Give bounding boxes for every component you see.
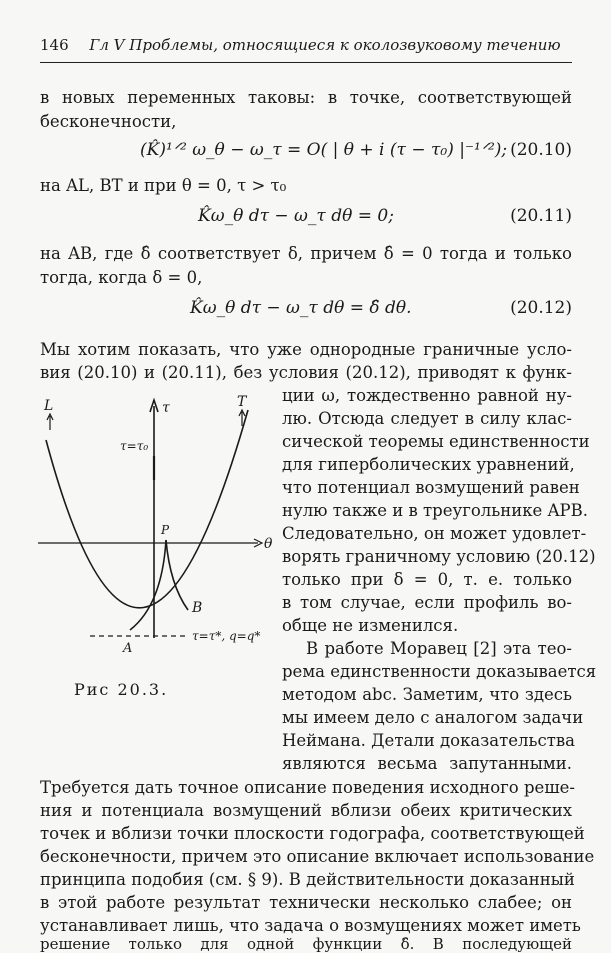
equation-20-12: K̂ω_θ dτ − ω_τ dθ = δ̂ dθ. bbox=[190, 298, 412, 318]
label-theta: θ bbox=[264, 536, 273, 552]
text-line: решение только для одной функции δ̂. В последующей bbox=[40, 935, 572, 953]
characteristic-AP bbox=[130, 540, 166, 630]
text-line: в этой работе результат технически несколько слабее; он bbox=[40, 893, 572, 912]
text-line: в том случае, если профиль во- bbox=[282, 593, 572, 612]
text-line: являются весьма запутанными. bbox=[282, 754, 572, 773]
label-tau-star: τ=τ*, q=q* bbox=[192, 629, 261, 643]
text-line: методом abc. Заметим, что здесь bbox=[282, 685, 572, 704]
figure-20-3 bbox=[30, 390, 282, 675]
text-line: на AL, BT и при θ = 0, τ > τ₀ bbox=[40, 176, 287, 195]
text-line: вия (20.10) и (20.11), без условия (20.12), приводят к функ- bbox=[40, 363, 572, 382]
text-line: Неймана. Детали доказательства bbox=[282, 731, 575, 750]
L-arrow bbox=[47, 414, 53, 430]
label-A: A bbox=[123, 641, 133, 656]
equation-number: (20.11) bbox=[510, 206, 572, 226]
label-P: P bbox=[161, 523, 170, 537]
header-rule bbox=[40, 62, 572, 63]
running-title: Гл V Проблемы, относящиеся к околозвуковому течению bbox=[89, 36, 561, 54]
text-line: принципа подобия (см. § 9). В действительности доказанный bbox=[40, 870, 575, 889]
text-line: Требуется дать точное описание поведения исходного реше- bbox=[40, 778, 575, 797]
figure-caption: Рис 20.3. bbox=[74, 680, 169, 699]
text-line: точек и вблизи точки плоскости годографа, соответствующей bbox=[40, 824, 585, 843]
text-line: рема единственности доказывается bbox=[282, 662, 597, 681]
label-tau: τ bbox=[162, 400, 170, 416]
equation-20-10: (K̂)¹ᐟ² ω_θ − ω_τ = O( | θ + i (τ − τ₀) |⁻¹ᐟ²); bbox=[140, 140, 508, 160]
label-tau0: τ=τ₀ bbox=[120, 439, 149, 453]
text-line: сической теоремы единственности bbox=[282, 432, 590, 451]
text-line: для гиперболических уравнений, bbox=[282, 455, 575, 474]
text-line: ния и потенциала возмущений вблизи обеих критических bbox=[40, 801, 572, 820]
text-line: бесконечности, причем это описание включает использование bbox=[40, 847, 595, 866]
label-T: T bbox=[237, 394, 247, 410]
characteristic-PB bbox=[166, 540, 188, 610]
text-line: ворять граничному условию (20.12) bbox=[282, 547, 596, 566]
label-L: L bbox=[44, 398, 54, 414]
text-line: обще не изменился. bbox=[282, 616, 459, 635]
text-line: ции ω, тождественно равной ну- bbox=[282, 386, 572, 405]
text-line: нулю также и в треугольнике APB. bbox=[282, 501, 588, 520]
text-line: устанавливает лишь, что задача о возмущениях может иметь bbox=[40, 916, 581, 935]
text-line: Следовательно, он может удовлет- bbox=[282, 524, 587, 543]
equation-number: (20.10) bbox=[510, 140, 572, 160]
text-line: бесконечности, bbox=[40, 112, 177, 131]
text-line: на AB, где δ̂ соответствует δ, причем δ̂ = 0 тогда и только bbox=[40, 244, 572, 263]
equation-number: (20.12) bbox=[510, 298, 572, 318]
running-header bbox=[40, 36, 572, 54]
text-line: Мы хотим показать, что уже однородные граничные усло- bbox=[40, 340, 572, 359]
label-B: B bbox=[192, 600, 203, 616]
text-line: мы имеем дело с аналогом задачи bbox=[282, 708, 584, 727]
text-line: тогда, когда δ = 0, bbox=[40, 268, 203, 287]
equation-20-11: K̂ω_θ dτ − ω_τ dθ = 0; bbox=[198, 206, 394, 226]
text-line: лю. Отсюда следует в силу клас- bbox=[282, 409, 572, 428]
text-line: что потенциал возмущений равен bbox=[282, 478, 580, 497]
text-line: только при δ = 0, т. е. только bbox=[282, 570, 572, 589]
text-line: В работе Моравец [2] эта тео- bbox=[306, 639, 572, 658]
text-line: в новых переменных таковы: в точке, соответствующей bbox=[40, 88, 572, 107]
page-number: 146 bbox=[40, 36, 69, 54]
